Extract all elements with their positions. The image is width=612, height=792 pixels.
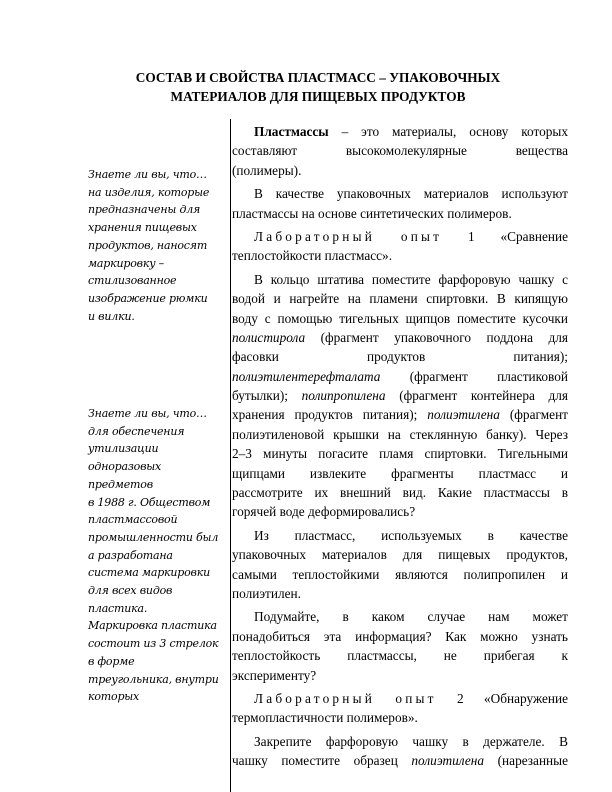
lab-label: Лабораторный опыт 2	[254, 690, 467, 706]
sidenote-line: состоит из 3 стрелок	[88, 637, 219, 651]
sidenote-line: утилизации	[88, 442, 159, 456]
text-line: полиэтиленовой крышки на стеклянную банку). Через	[232, 426, 568, 442]
text-line: Лабораторный опыт 2 «Обнаружение	[254, 690, 568, 706]
text-line: Пластмассы – это материалы, основу которых	[254, 124, 568, 139]
paragraph-lab2-procedure	[232, 732, 568, 771]
lab-label: Лабораторный опыт 1	[254, 228, 478, 244]
sidenote-line: для обеспечения	[88, 424, 185, 438]
text-line: водой и нагрейте на пламени спиртовки. В кипящую	[232, 291, 568, 307]
page-title	[118, 68, 518, 106]
sidenote-line: и вилки.	[88, 309, 135, 323]
text-line: Закрепите фарфоровую чашку в держателе. В	[254, 733, 568, 749]
text-line: рассмотрите их внешний вид. Какие пластмассы в	[232, 485, 568, 501]
text-line: В кольцо штатива поместите фарфоровую чашку с	[254, 271, 568, 287]
sidenote-line: пластика.	[88, 601, 148, 615]
sidenote-line: в форме	[88, 654, 135, 668]
title-line-1: СОСТАВ И СВОЙСТВА ПЛАСТМАСС – УПАКОВОЧНЫХ	[135, 70, 501, 85]
sidenote-line: Знаете ли вы, что…	[88, 168, 207, 181]
text-line: полиэтилен.	[232, 585, 301, 601]
text-line: Лабораторный опыт 1 «Сравнение	[254, 228, 568, 244]
sidenote-line: треугольника, внутри	[88, 672, 219, 686]
paragraph-packaging	[232, 184, 568, 223]
text-line: полистирола (фрагмент упаковочного поддона для	[232, 329, 568, 345]
sidenote-line: пластмассовой	[88, 513, 178, 527]
text-line: щипцами извлеките фрагменты пластмасс и	[232, 465, 568, 481]
title-line-2: МАТЕРИАЛОВ ДЛЯ ПИЩЕВЫХ ПРОДУКТОВ	[170, 89, 466, 104]
sidenote-line: на изделия, которые	[88, 185, 210, 199]
paragraph-definition	[232, 122, 568, 180]
sidenote-line: стилизованное	[88, 274, 177, 288]
sidenote-line: для всех видов	[88, 584, 173, 598]
sidenote-line: система маркировки	[88, 566, 211, 580]
sidenote-line: изображение рюмки	[88, 291, 208, 305]
text-line: полиэтилентерефталата (фрагмент пластиковой	[232, 368, 568, 384]
text-line: хранения продуктов питания); полиэтилена (фрагмент	[232, 407, 568, 423]
sidenote-line: Знаете ли вы, что…	[88, 407, 207, 420]
text-line: самыми теплостойкими являются полипропилен и	[232, 566, 568, 582]
text-line: пластмассы на основе синтетических полимеров.	[232, 205, 512, 221]
text-line: (полимеры).	[232, 162, 302, 178]
sidenote-line: маркировку –	[88, 256, 164, 270]
text-line: понадобиться эта информация? Как можно узнать	[232, 628, 568, 644]
paragraph-heat-resistance	[232, 526, 568, 604]
lab-heading-2	[232, 689, 568, 728]
text-line: 2–3 минуты погасите пламя спиртовки. Тигельными	[232, 446, 568, 462]
text-line: горячей воде деформировались?	[232, 504, 416, 520]
sidenote-recycling-marking	[88, 405, 220, 706]
sidenote-line: которых	[88, 690, 140, 704]
column-divider	[230, 119, 231, 792]
sidenote-food-marking	[88, 166, 220, 325]
sidenote-line: Маркировка пластика	[88, 619, 217, 633]
main-text	[232, 122, 568, 771]
text-line: упаковочных материалов для пищевых продуктов,	[232, 547, 568, 563]
text-line: термопластичности полимеров».	[232, 710, 418, 726]
term-plastics: Пластмассы	[254, 124, 329, 139]
sidenote-line: одноразовых	[88, 460, 162, 474]
text-line: Из пластмасс, используемых в качестве	[254, 527, 568, 543]
lab-heading-1	[232, 227, 568, 266]
text-line: бутылки); полипропилена (фрагмент контейнера для	[232, 388, 568, 404]
paragraph-lab1-procedure	[232, 270, 568, 522]
text-line: составляют высокомолекулярные вещества	[232, 143, 568, 159]
sidenote-line: предназначены для	[88, 203, 201, 217]
text-line: чашку поместите образец полиэтилена (нарезанные	[232, 753, 568, 769]
paragraph-question	[232, 607, 568, 685]
sidenote-line: хранения пищевых	[88, 221, 197, 235]
text-line: воду с помощью тигельных щипцов поместите кусочки	[232, 310, 568, 326]
sidenote-line: промышленности был	[88, 530, 219, 544]
text-line: В качестве упаковочных материалов используют	[254, 186, 568, 202]
text-line: теплостойкость пластмассы, не прибегая к	[232, 648, 568, 664]
sidenote-line: предметов	[88, 477, 153, 491]
text-line: фасовки продуктов питания);	[232, 349, 568, 365]
sidenote-line: продуктов, наносят	[88, 238, 208, 252]
text-line: Подумайте, в каком случае нам может	[254, 609, 568, 625]
sidenote-line: в 1988 г. Обществом	[88, 495, 211, 509]
sidenote-line: а разработана	[88, 548, 173, 562]
text-line: теплостойкости пластмасс».	[232, 248, 393, 264]
text-line: эксперименту?	[232, 667, 317, 683]
